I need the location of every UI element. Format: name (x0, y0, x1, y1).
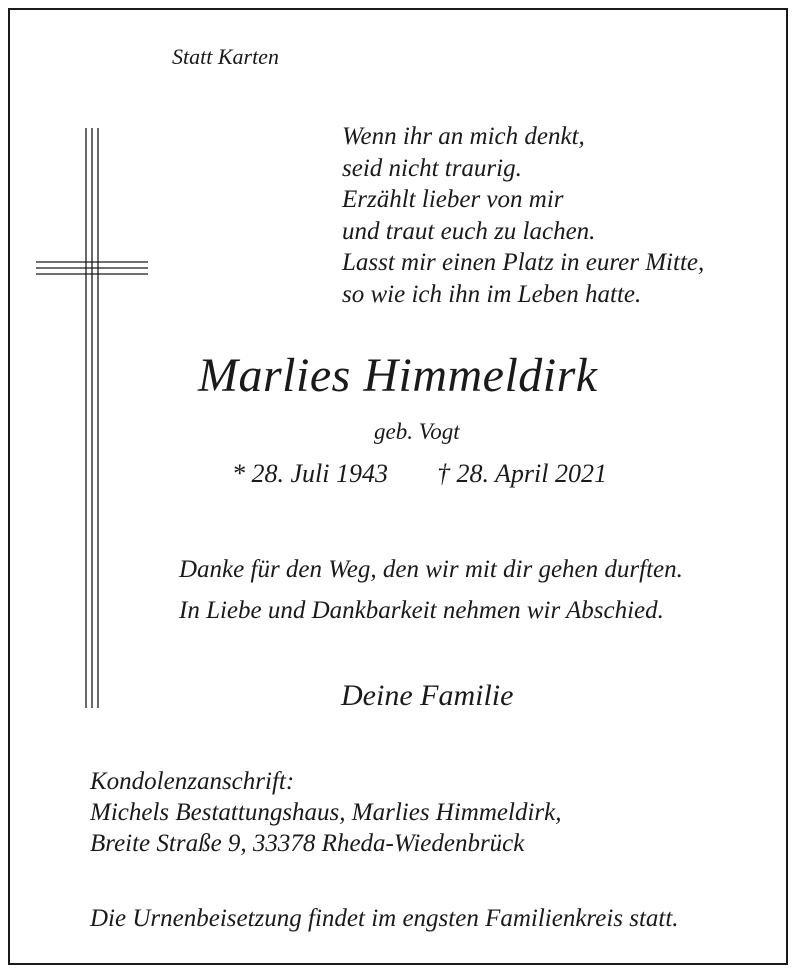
poem-line: so wie ich ihn im Leben hatte. (342, 280, 642, 308)
cross-icon (36, 128, 148, 708)
thanks-line: Danke für den Weg, den wir mit dir gehen durften. (179, 556, 683, 583)
header-note: Statt Karten (172, 44, 279, 69)
poem-line: und traut euch zu lachen. (342, 217, 596, 245)
address-line: Breite Straße 9, 33378 Rheda-Wiedenbrück (90, 830, 525, 857)
thanks-line: In Liebe und Dankbarkeit nehmen wir Abschied. (179, 597, 664, 624)
poem-line: Erzählt lieber von mir (342, 186, 564, 213)
condolence-address (90, 766, 561, 859)
address-line: Michels Bestattungshaus, Marlies Himmeldirk, (90, 799, 562, 826)
poem-line: Lasst mir einen Platz in eurer Mitte, (342, 249, 705, 276)
poem-line: Wenn ihr an mich denkt, (342, 123, 585, 150)
death-date: † 28. April 2021 (437, 459, 607, 488)
poem-line: seid nicht traurig. (342, 154, 522, 182)
address-heading: Kondolenzanschrift: (90, 768, 295, 795)
footer-note: Die Urnenbeisetzung findet im engsten Familienkreis statt. (90, 905, 679, 932)
family-signature: Deine Familie (341, 679, 514, 712)
deceased-name: Marlies Himmeldirk (198, 349, 598, 402)
poem (342, 121, 704, 310)
birth-date: * 28. Juli 1943 (232, 459, 388, 488)
birth-name: geb. Vogt (374, 419, 460, 444)
